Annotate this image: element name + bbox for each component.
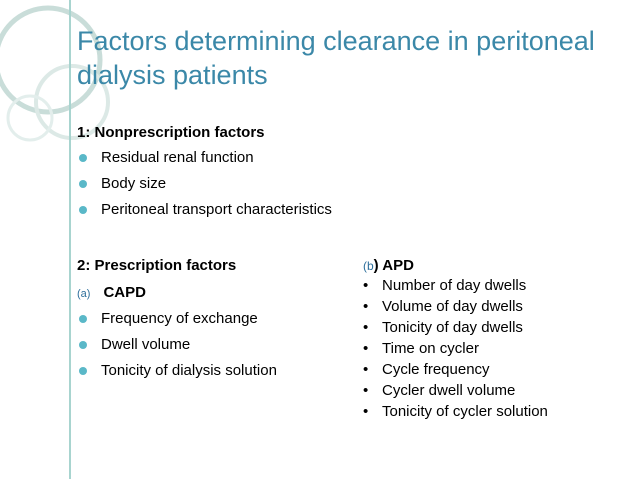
bullet-dot-icon xyxy=(79,180,87,188)
apd-heading xyxy=(363,256,414,276)
list-item-label: Volume of day dwells xyxy=(382,298,523,315)
bullet-dot-icon: • xyxy=(363,277,369,294)
list-item xyxy=(363,339,548,360)
bullet-dot-icon: • xyxy=(363,382,369,399)
list-item-label: Number of day dwells xyxy=(382,277,527,294)
list-item-label: Frequency of exchange xyxy=(101,310,258,327)
list-item-label: Cycle frequency xyxy=(382,361,490,378)
list-item-label: Time on cycler xyxy=(382,340,479,357)
bullet-dot-icon: • xyxy=(363,298,369,315)
capd-list xyxy=(77,309,277,387)
ring-small xyxy=(8,96,52,140)
list-item xyxy=(77,148,332,174)
bullet-dot-icon xyxy=(79,206,87,214)
list-item-label: Tonicity of cycler solution xyxy=(382,403,548,420)
list-item-label: Body size xyxy=(101,175,167,192)
list-item-label: Tonicity of dialysis solution xyxy=(101,362,277,379)
list-item xyxy=(77,361,277,387)
bullet-dot-icon xyxy=(79,315,87,323)
list-item-label: Tonicity of day dwells xyxy=(382,319,523,336)
list-item xyxy=(77,200,332,226)
list-item xyxy=(77,335,277,361)
apd-list xyxy=(363,276,548,423)
list-item xyxy=(363,402,548,423)
list-item xyxy=(363,360,548,381)
section-heading-nonprescription: 1: Nonprescription factors xyxy=(77,124,265,141)
slide-title: Factors determining clearance in peritoneal dialysis patients xyxy=(77,26,595,90)
list-item xyxy=(77,309,277,335)
left-rule xyxy=(69,0,71,479)
list-item xyxy=(363,381,548,402)
list-item-label: Dwell volume xyxy=(101,336,191,353)
capd-name: CAPD xyxy=(103,284,146,301)
bullet-dot-icon xyxy=(79,341,87,349)
list-item xyxy=(363,297,548,318)
bullet-dot-icon: • xyxy=(363,340,369,357)
apd-name: ) APD xyxy=(373,257,414,274)
bullet-dot-icon: • xyxy=(363,319,369,336)
list-item xyxy=(363,276,548,297)
bullet-dot-icon xyxy=(79,367,87,375)
apd-letter: (b xyxy=(363,259,374,273)
bullet-dot-icon: • xyxy=(363,403,369,420)
bullet-dot-icon: • xyxy=(363,361,369,378)
bullet-dot-icon xyxy=(79,154,87,162)
list-item xyxy=(363,318,548,339)
capd-heading xyxy=(77,283,146,304)
capd-letter: (a) xyxy=(77,288,91,300)
nonprescription-list xyxy=(77,148,332,226)
list-item-label: Cycler dwell volume xyxy=(382,382,516,399)
list-item-label: Residual renal function xyxy=(101,149,254,166)
list-item-label: Peritoneal transport characteristics xyxy=(101,201,332,218)
list-item xyxy=(77,174,332,200)
section-heading-prescription: 2: Prescription factors xyxy=(77,257,237,274)
